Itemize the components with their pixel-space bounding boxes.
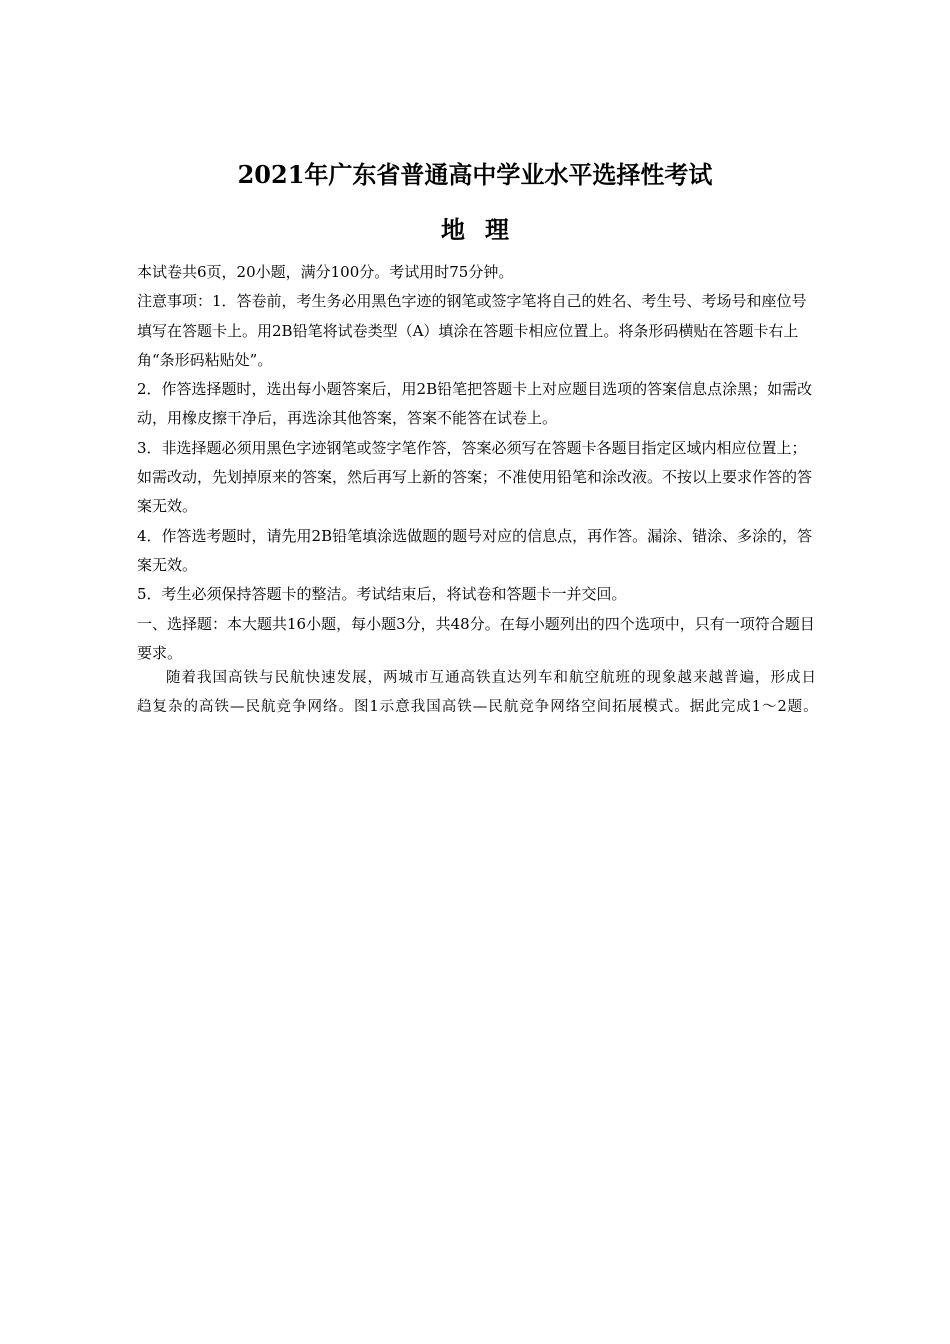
section-heading: 一、选择题：本大题共16小题，每小题3分，共48分。在每小题列出的四个选项中，只有一项符合题目要求。 [137, 614, 815, 662]
instruction-5: 5．考生必须保持答题卡的整洁。考试结束后，将试卷和答题卡一并交回。 [137, 585, 627, 604]
instruction-4: 4．作答选考题时，请先用2B铅笔填涂选做题的题号对应的信息点，再作答。漏涂、错涂、多涂的，答案无效。 [137, 526, 813, 574]
exam-overview: 本试卷共6页，20小题，满分100分。考试用时75分钟。 [137, 263, 514, 281]
instructions-block [137, 258, 819, 668]
subject-heading: 地理 [441, 215, 529, 244]
instruction-1: 注意事项：1．答卷前，考生务必用黑色字迹的钢笔或签字笔将自己的姓名、考生号、考场号和座位号填写在答题卡上。用2B铅笔将试卷类型（A）填涂在答题卡相应位置上。将条形码横贴在答题卡右上角“条形码粘贴处”。 [137, 292, 807, 369]
instruction-3: 3．非选择题必须用黑色字迹钢笔或签字笔作答，答案必须写在答题卡各题目指定区域内相应位置上；如需改动，先划掉原来的答案，然后再写上新的答案；不准使用铅笔和涂改液。不按以上要求作答的答案无效。 [137, 438, 813, 516]
passage-text: 随着我国高铁与民航快速发展，两城市互通高铁直达列车和航空航班的现象越来越普遍，形成日趋复杂的高铁—民航竞争网络。图1示意我国高铁—民航竞争网络空间拓展模式。据此完成1～2题。 [137, 670, 819, 716]
instruction-2: 2．作答选择题时，选出每小题答案后，用2B铅笔把答题卡上对应题目选项的答案信息点涂黑；如需改动，用橡皮擦干净后，再选涂其他答案，答案不能答在试卷上。 [137, 380, 813, 428]
question-passage [137, 664, 827, 723]
exam-title: 2021年广东省普通高中学业水平选择性考试 [237, 160, 713, 189]
